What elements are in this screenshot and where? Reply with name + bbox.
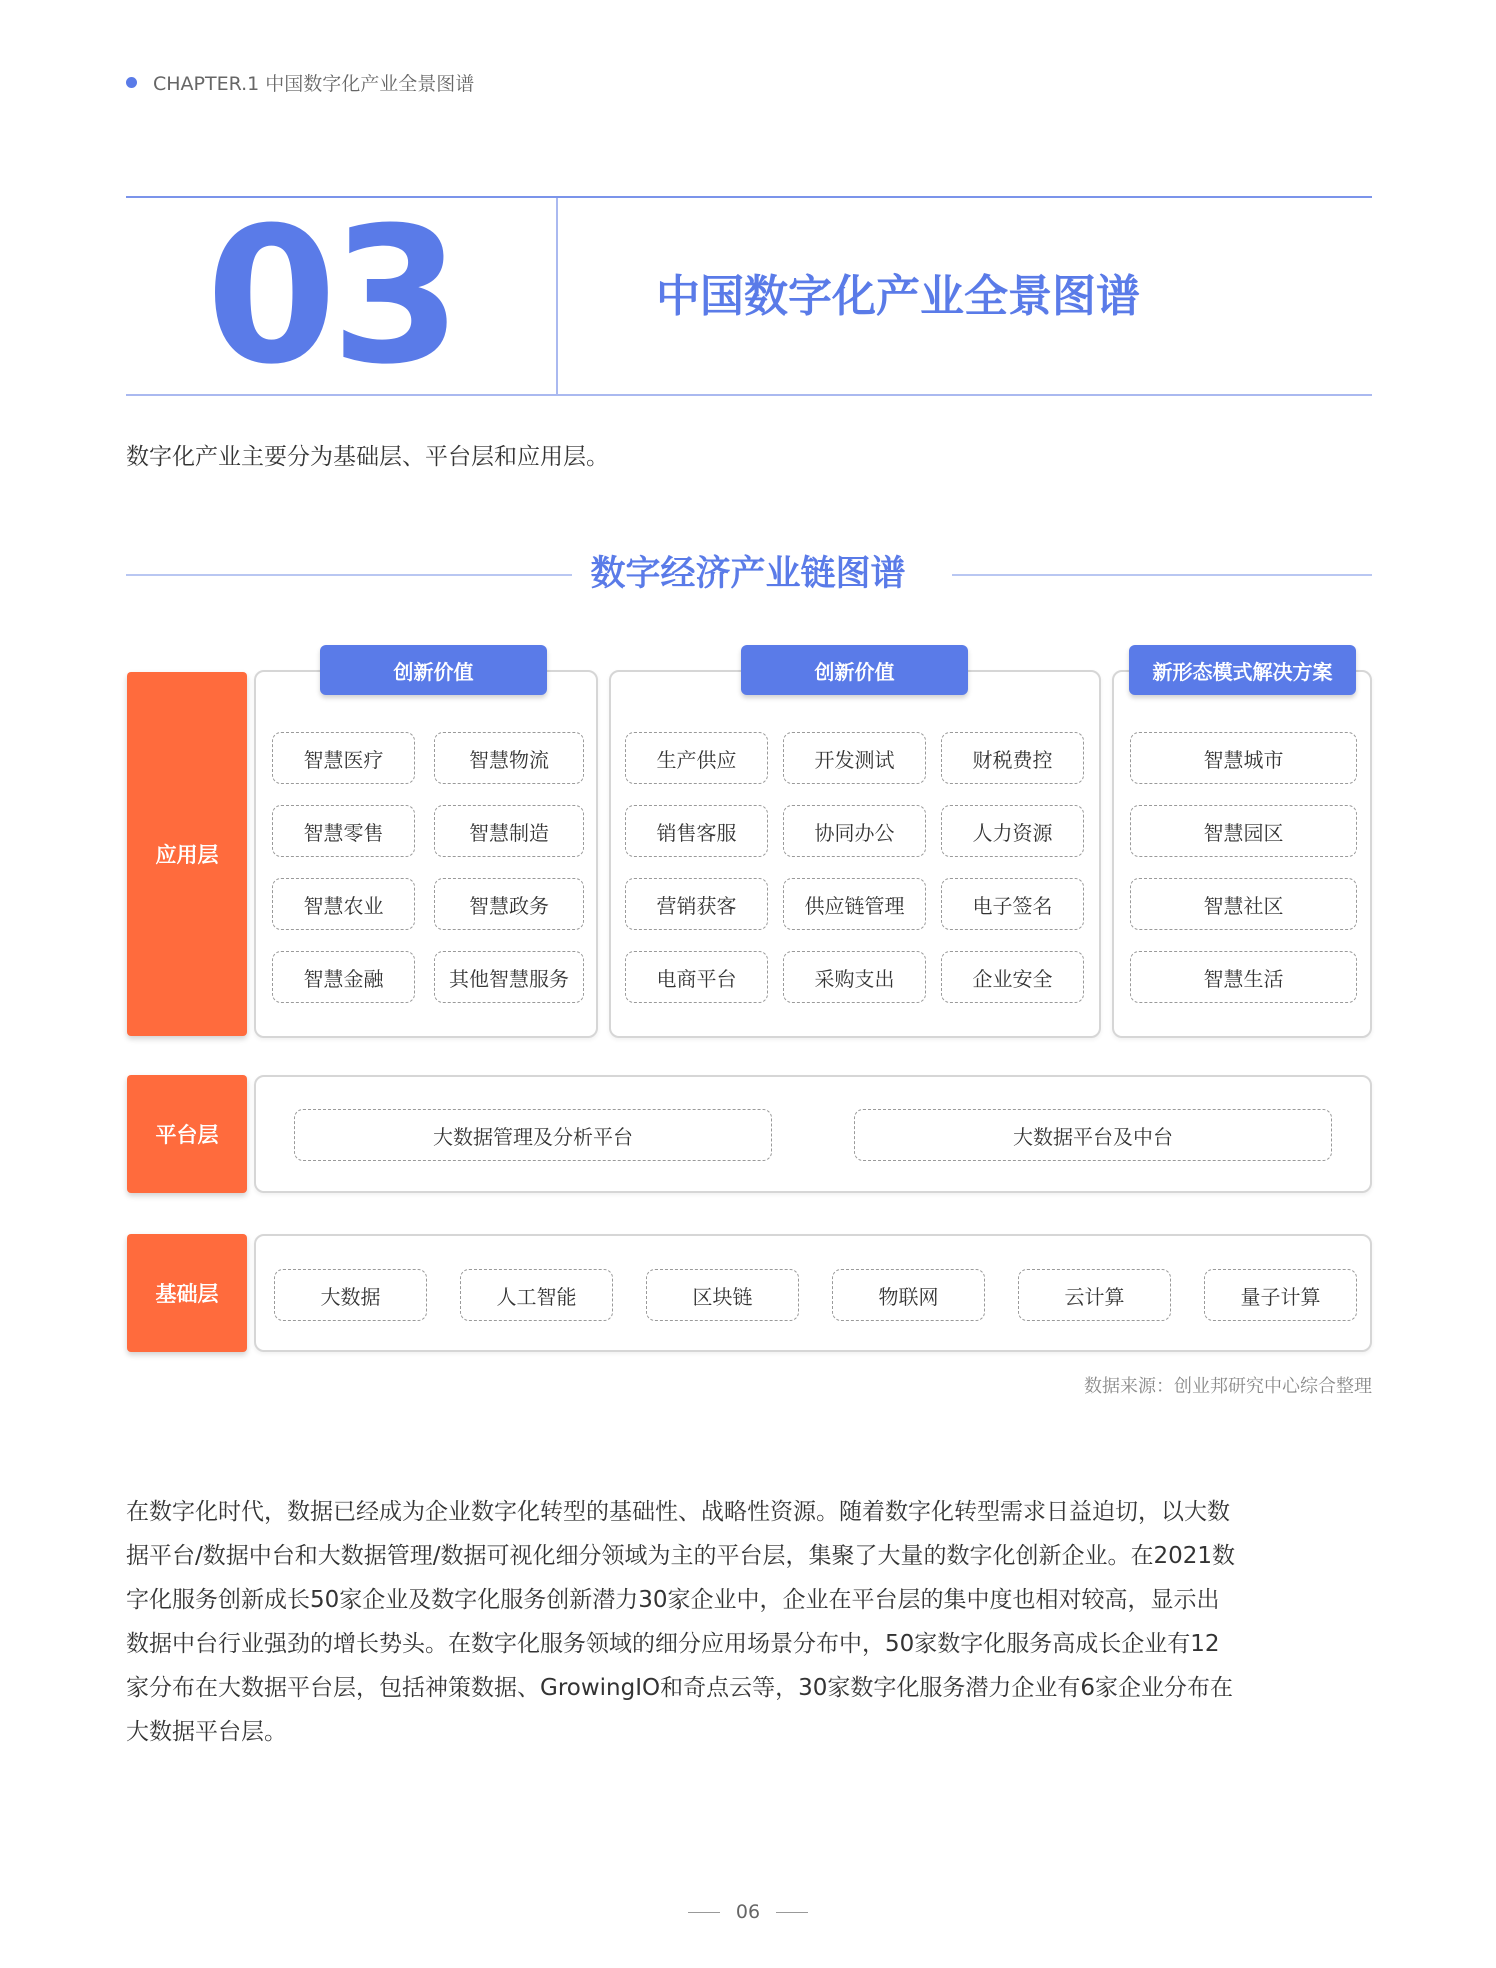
- app-item: 电商平台: [625, 951, 768, 1003]
- base-item: 云计算: [1018, 1269, 1171, 1321]
- paragraph-line: 据平台/数据中台和大数据管理/数据可视化细分领域为主的平台层，集聚了大量的数字化创新企业。在2021数: [126, 1543, 1236, 1569]
- base-panel: [254, 1234, 1372, 1352]
- app-item: 营销获客: [625, 878, 768, 930]
- chapter-title: 中国数字化产业全景图谱: [656, 271, 1140, 322]
- app-item: 智慧制造: [434, 805, 584, 857]
- app-item: 智慧社区: [1130, 878, 1357, 930]
- app-item: 智慧城市: [1130, 732, 1357, 784]
- application-group-panel: [254, 670, 598, 1038]
- footer-dash: [776, 1912, 808, 1913]
- app-item: 智慧政务: [434, 878, 584, 930]
- app-item: 企业安全: [941, 951, 1084, 1003]
- base-item: 人工智能: [460, 1269, 613, 1321]
- paragraph-line: 家分布在大数据平台层，包括神策数据、GrowingIO和奇点云等，30家数字化服务潜力企业有6家企业分布在: [126, 1675, 1234, 1701]
- app-item: 协同办公: [783, 805, 926, 857]
- base-item: 区块链: [646, 1269, 799, 1321]
- app-item: 智慧物流: [434, 732, 584, 784]
- diagram-title: 数字经济产业链图谱: [590, 554, 906, 594]
- footer-dash: [688, 1912, 720, 1913]
- chapter-label: CHAPTER.1 中国数字化产业全景图谱: [153, 72, 475, 95]
- title-rule-right: [952, 574, 1372, 576]
- platform-panel: [254, 1075, 1372, 1193]
- app-item: 智慧金融: [272, 951, 415, 1003]
- app-item: 财税费控: [941, 732, 1084, 784]
- app-item: 智慧零售: [272, 805, 415, 857]
- chapter-number: 03: [206, 187, 456, 406]
- app-item: 采购支出: [783, 951, 926, 1003]
- app-item: 人力资源: [941, 805, 1084, 857]
- app-item: 其他智慧服务: [434, 951, 584, 1003]
- base-item: 量子计算: [1204, 1269, 1357, 1321]
- platform-item: 大数据管理及分析平台: [294, 1109, 772, 1161]
- group-header-pill: 创新价值: [741, 645, 968, 695]
- app-item: 供应链管理: [783, 878, 926, 930]
- banner-divider: [556, 198, 558, 394]
- app-item: 智慧农业: [272, 878, 415, 930]
- platform-item: 大数据平台及中台: [854, 1109, 1332, 1161]
- app-item: 销售客服: [625, 805, 768, 857]
- paragraph-line: 字化服务创新成长50家企业及数字化服务创新潜力30家企业中，企业在平台层的集中度也相对较高，显示出: [126, 1587, 1220, 1613]
- app-item: 生产供应: [625, 732, 768, 784]
- bullet-dot-icon: [126, 77, 137, 88]
- group-header-pill: 创新价值: [320, 645, 547, 695]
- app-item: 智慧医疗: [272, 732, 415, 784]
- running-header: [126, 70, 474, 94]
- layer-label-base: 基础层: [127, 1234, 247, 1352]
- application-group-panel: [1112, 670, 1372, 1038]
- base-item: 物联网: [832, 1269, 985, 1321]
- data-source-note: 数据来源：创业邦研究中心综合整理: [1084, 1376, 1372, 1397]
- body-paragraph: [126, 1490, 1372, 1754]
- chapter-banner: [126, 187, 1372, 406]
- page-number: 06: [735, 1901, 761, 1923]
- base-item: 大数据: [274, 1269, 427, 1321]
- title-rule-left: [126, 574, 572, 576]
- group-header-pill: 新形态模式解决方案: [1129, 645, 1356, 695]
- intro-text: 数字化产业主要分为基础层、平台层和应用层。: [126, 444, 609, 470]
- paragraph-line: 数据中台行业强劲的增长势头。在数字化服务领域的细分应用场景分布中，50家数字化服务高成长企业有12: [126, 1631, 1220, 1657]
- paragraph-line: 在数字化时代，数据已经成为企业数字化转型的基础性、战略性资源。随着数字化转型需求日益迫切，以大数: [126, 1499, 1230, 1525]
- page-footer: [688, 1897, 808, 1927]
- application-group-panel: [609, 670, 1101, 1038]
- app-item: 智慧生活: [1130, 951, 1357, 1003]
- layer-label-platform: 平台层: [127, 1075, 247, 1193]
- app-item: 开发测试: [783, 732, 926, 784]
- layer-label-application: 应用层: [127, 672, 247, 1036]
- app-item: 电子签名: [941, 878, 1084, 930]
- paragraph-line: 大数据平台层。: [126, 1719, 287, 1745]
- app-item: 智慧园区: [1130, 805, 1357, 857]
